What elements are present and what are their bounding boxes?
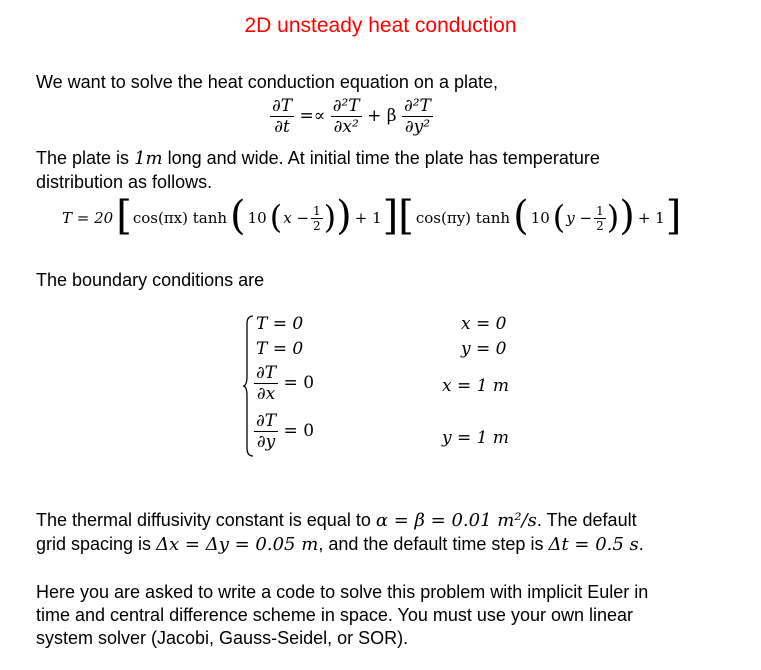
dT-dt-fraction bbox=[270, 96, 294, 137]
denominator: ∂t bbox=[274, 117, 290, 137]
bc-condition-3 bbox=[254, 363, 314, 404]
text: . The default bbox=[536, 510, 637, 530]
d2T-dx2-fraction bbox=[331, 96, 362, 137]
numerator: ∂²T bbox=[403, 96, 431, 116]
text: , and the default time step is bbox=[318, 534, 549, 554]
plate-description-line-2: distribution as follows. bbox=[36, 172, 213, 192]
denominator: 2 bbox=[313, 218, 321, 233]
task-line-2: time and central difference scheme in space. You must use your own linear bbox=[36, 605, 634, 625]
math-length: 1m bbox=[134, 148, 163, 169]
d2T-dy2-fraction bbox=[402, 96, 433, 137]
task-line-1: Here you are asked to write a code to solve this problem with implicit Euler in bbox=[36, 582, 649, 602]
numerator: ∂²T bbox=[332, 96, 360, 116]
equals-alpha: =∝ bbox=[299, 106, 326, 126]
right-paren: ) bbox=[606, 197, 620, 236]
bc-left-brace bbox=[242, 314, 254, 458]
ic-ten-a: 10 bbox=[247, 209, 267, 227]
ic-lhs: T = 20 bbox=[62, 209, 114, 227]
bc-condition-4 bbox=[254, 411, 314, 452]
left-paren: ( bbox=[269, 197, 283, 236]
right-bracket: ] bbox=[382, 193, 399, 239]
numerator: ∂T bbox=[256, 363, 277, 383]
brace-icon bbox=[242, 314, 254, 458]
left-paren: ( bbox=[513, 193, 529, 239]
ic-cos-tanh-y: cos(πy) tanh bbox=[415, 209, 511, 227]
dT-dx-fraction bbox=[254, 363, 278, 404]
ic-plus-one: + 1 bbox=[354, 209, 382, 227]
denominator: ∂x bbox=[256, 384, 276, 404]
numerator: ∂T bbox=[272, 96, 293, 116]
ic-cos-tanh-x: cos(πx) tanh bbox=[132, 209, 228, 227]
bc-location-1: x = 0 bbox=[461, 314, 507, 334]
math-time-step: Δt = 0.5 s bbox=[548, 534, 639, 555]
text: grid spacing is bbox=[36, 534, 157, 554]
bc-intro: The boundary conditions are bbox=[36, 270, 265, 290]
equals-zero: = 0 bbox=[283, 421, 315, 441]
left-bracket: [ bbox=[116, 193, 132, 239]
initial-condition bbox=[62, 193, 682, 240]
denominator: ∂x² bbox=[333, 117, 359, 137]
text: long and wide. At initial time the plate has temperature bbox=[162, 148, 600, 168]
plus-beta: + β bbox=[367, 106, 397, 126]
plate-description-line-1 bbox=[36, 146, 600, 171]
left-bracket: [ bbox=[398, 193, 414, 239]
bc-location-3: x = 1 m bbox=[442, 376, 509, 396]
page-title: 2D unsteady heat conduction bbox=[244, 14, 517, 37]
denominator: ∂y² bbox=[404, 117, 431, 137]
diffusivity-line bbox=[36, 508, 637, 533]
one-half-fraction bbox=[594, 204, 606, 233]
dT-dy-fraction bbox=[254, 411, 278, 452]
bc-location-4: y = 1 m bbox=[442, 428, 509, 448]
ic-x-minus: x − bbox=[283, 209, 310, 227]
denominator: ∂y bbox=[256, 432, 276, 452]
text: . bbox=[638, 534, 644, 554]
left-paren: ( bbox=[230, 193, 246, 239]
ic-ten-b: 10 bbox=[530, 209, 550, 227]
ic-y-minus: y − bbox=[566, 209, 593, 227]
task-line-3: system solver (Jacobi, Gauss-Seidel, or SOR). bbox=[36, 628, 409, 648]
heat-equation bbox=[270, 96, 433, 137]
equals-zero: = 0 bbox=[283, 373, 315, 393]
text: The plate is bbox=[36, 148, 135, 168]
numerator: 1 bbox=[596, 203, 604, 218]
left-paren: ( bbox=[552, 197, 566, 236]
right-paren: ) bbox=[336, 193, 352, 239]
bc-condition-1: T = 0 bbox=[256, 314, 304, 334]
intro-text: We want to solve the heat conduction equation on a plate, bbox=[36, 72, 498, 92]
math-diffusivity: α = β = 0.01 m²/s bbox=[375, 510, 537, 531]
right-bracket: ] bbox=[665, 193, 682, 239]
denominator: 2 bbox=[596, 218, 604, 233]
numerator: ∂T bbox=[256, 411, 277, 431]
one-half-fraction bbox=[311, 204, 323, 233]
right-paren: ) bbox=[323, 197, 337, 236]
bc-location-2: y = 0 bbox=[461, 339, 507, 359]
grid-line bbox=[36, 532, 644, 557]
bc-condition-2: T = 0 bbox=[256, 339, 304, 359]
ic-plus-one: + 1 bbox=[637, 209, 665, 227]
text: The thermal diffusivity constant is equal to bbox=[36, 510, 376, 530]
right-paren: ) bbox=[619, 193, 635, 239]
math-grid-spacing: Δx = Δy = 0.05 m bbox=[156, 534, 319, 555]
numerator: 1 bbox=[313, 203, 321, 218]
